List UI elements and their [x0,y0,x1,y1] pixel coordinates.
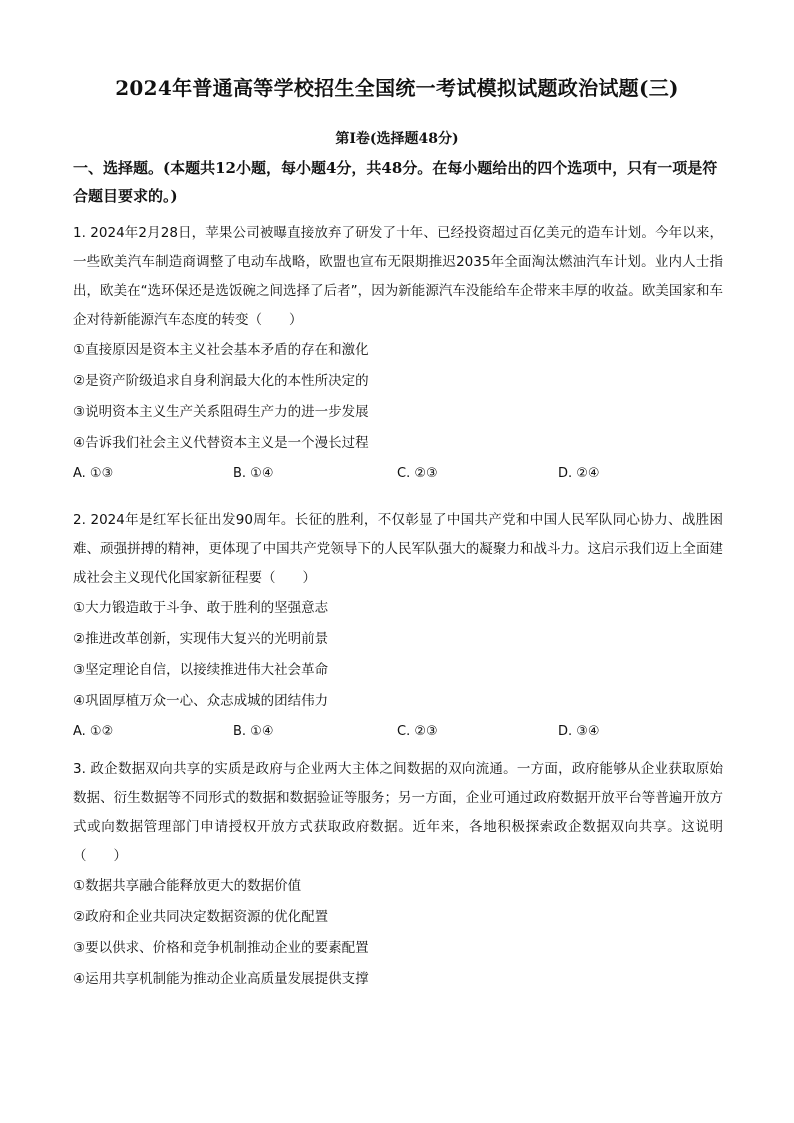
statement-1: ①直接原因是资本主义社会基本矛盾的存在和激化 [73,342,369,358]
answer-options [73,717,723,747]
statement-4: ④运用共享机制能为推动企业高质量发展提供支撑 [73,971,369,987]
statement-1: ①大力锻造敢于斗争、敢于胜利的坚强意志 [73,600,329,616]
question-1 [73,219,723,489]
section-instructions: 一、选择题。(本题共12小题，每小题4分，共48分。在每小题给出的四个选项中，只有一项是符合题目要求的。) [73,159,718,205]
statement-3: ③要以供求、价格和竞争机制推动企业的要素配置 [73,940,369,956]
statement-4: ④告诉我们社会主义代替资本主义是一个漫长过程 [73,435,369,451]
option-c[interactable]: C. ②③ [397,724,438,739]
option-b[interactable]: B. ①④ [233,724,274,739]
option-c[interactable]: C. ②③ [397,466,438,481]
option-a[interactable]: A. ①② [73,724,114,739]
exam-title: 2024年普通高等学校招生全国统一考试模拟试题政治试题(三) [115,76,679,100]
option-a[interactable]: A. ①③ [73,466,114,481]
question-stem: 1. 2024年2月28日，苹果公司被曝直接放弃了研发了十年、已经投资超过百亿美元的造车计划。今年以来，一些欧美汽车制造商调整了电动车战略，欧盟也宣布无限期推迟2035年全面淘汰燃油汽车计划。业内人士指出，欧美在“选环保还是选饭碗之间选择了后者”，因为新能源汽车没能给车企带来丰厚的收益。欧美国家和车企对待新能源汽车态度的转变（ ） [73,225,723,328]
option-b[interactable]: B. ①④ [233,466,274,481]
question-stem: 2. 2024年是红军长征出发90周年。长征的胜利，不仅彰显了中国共产党和中国人民军队同心协力、战胜困难、顽强拼搏的精神，更体现了中国共产党领导下的人民军队强大的凝聚力和战斗力。这启示我们迈上全面建成社会主义现代化国家新征程要（ ） [73,512,723,586]
question-stem: 3. 政企数据双向共享的实质是政府与企业两大主体之间数据的双向流通。一方面，政府能够从企业获取原始数据、衍生数据等不同形式的数据和数据验证等服务；另一方面，企业可通过政府数据开放平台等普遍开放方式或向数据管理部门申请授权开放方式获取政府数据。近年来，各地积极探索政企数据双向共享。这说明（ ） [73,761,723,864]
statement-4: ④巩固厚植万众一心、众志成城的团结伟力 [73,693,329,709]
option-d[interactable]: D. ③④ [558,724,600,739]
statement-1: ①数据共享融合能释放更大的数据价值 [73,878,302,894]
statement-2: ②推进改革创新，实现伟大复兴的光明前景 [73,631,329,647]
statement-2: ②是资产阶级追求自身利润最大化的本性所决定的 [73,373,369,389]
answer-options [73,459,723,489]
question-2 [73,506,723,747]
section-title: 第Ⅰ卷(选择题48分) [335,131,459,147]
question-3 [73,755,723,995]
statement-3: ③坚定理论自信，以接续推进伟大社会革命 [73,662,329,678]
option-d[interactable]: D. ②④ [558,466,600,481]
statement-3: ③说明资本主义生产关系阻碍生产力的进一步发展 [73,404,369,420]
statement-2: ②政府和企业共同决定数据资源的优化配置 [73,909,329,925]
